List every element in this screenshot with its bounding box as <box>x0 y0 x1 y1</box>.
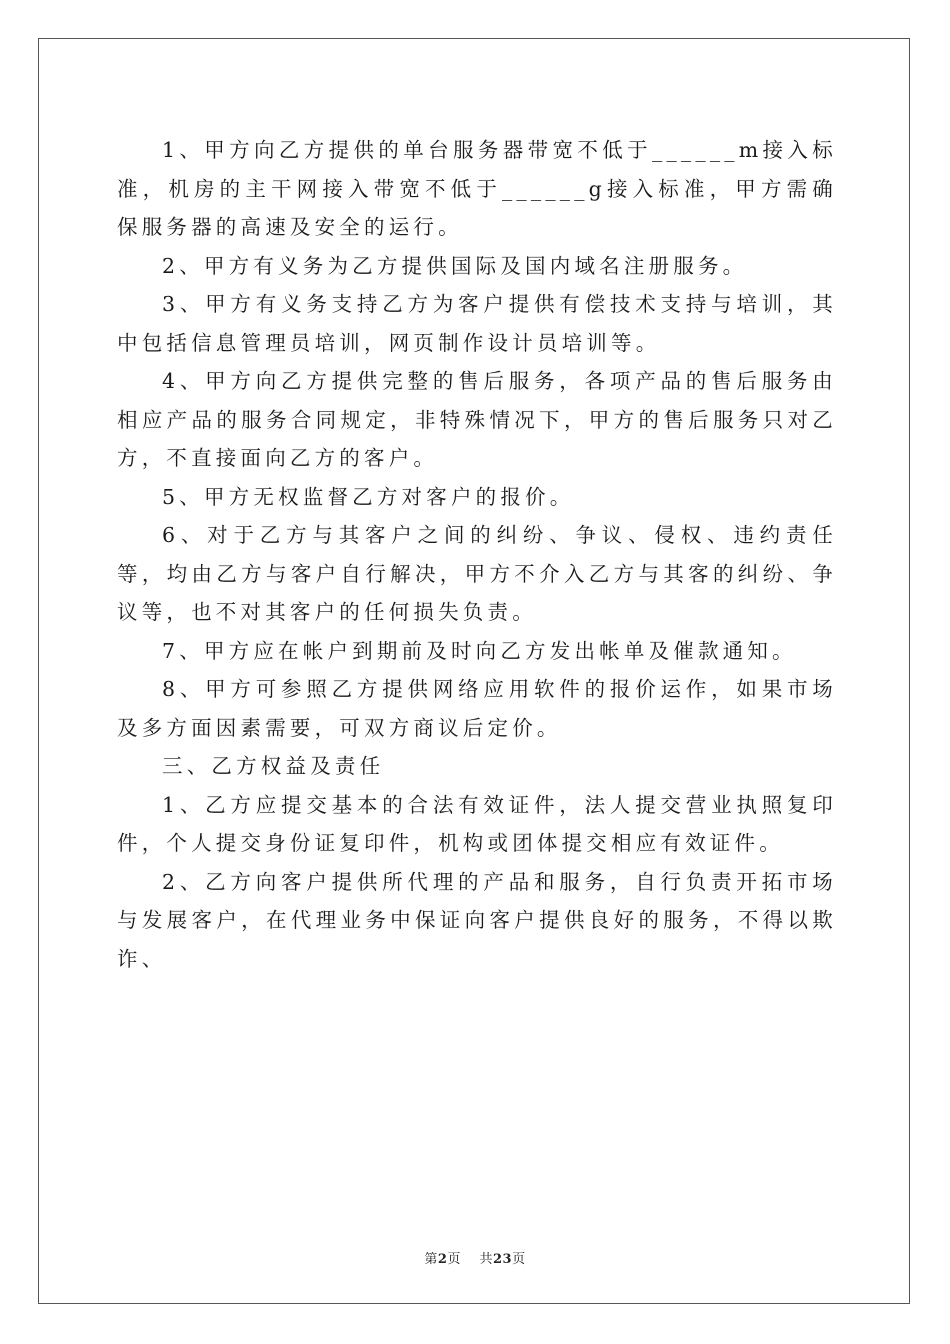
total-suffix: 页 <box>512 1252 526 1267</box>
paragraph-9: 1、乙方应提交基本的合法有效证件，法人提交营业执照复印件，个人提交身份证复印件，机构或团体提交相应有效证件。 <box>117 792 837 855</box>
page-suffix: 页 <box>447 1252 461 1267</box>
paragraph-6: 6、对于乙方与其客户之间的纠纷、争议、侵权、违约责任等，均由乙方与客户自行解决，甲方不介入乙方与其客的纠纷、争议等，也不对其客户的任何损失负责。 <box>117 523 837 624</box>
current-page-number: 2 <box>437 1252 448 1267</box>
paragraph-4: 4、甲方向乙方提供完整的售后服务，各项产品的售后服务由相应产品的服务合同规定，非特殊情况下，甲方的售后服务只对乙方，不直接面向乙方的客户。 <box>117 369 837 470</box>
total-page-count: 23 <box>493 1252 513 1267</box>
paragraph-5: 5、甲方无权监督乙方对客户的报价。 <box>162 484 575 509</box>
page-prefix: 第 <box>424 1252 438 1267</box>
paragraph-2: 2、甲方有义务为乙方提供国际及国内域名注册服务。 <box>162 253 748 278</box>
paragraph-7: 7、甲方应在帐户到期前及时向乙方发出帐单及催款通知。 <box>162 638 797 663</box>
paragraph-8: 8、甲方可参照乙方提供网络应用软件的报价运作，如果市场及多方面因素需要，可双方商议后定价。 <box>117 677 837 740</box>
total-prefix: 共 <box>479 1252 493 1267</box>
document-body <box>117 131 837 978</box>
paragraph-10: 2、乙方向客户提供所代理的产品和服务，自行负责开拓市场与发展客户，在代理业务中保证向客户提供良好的服务，不得以欺诈、 <box>117 869 837 971</box>
paragraph-1: 1、甲方向乙方提供的单台服务器带宽不低于______m接入标准，机房的主干网接入带宽不低于______g接入标准，甲方需确保服务器的高速及安全的运行。 <box>117 138 837 239</box>
paragraph-3: 3、甲方有义务支持乙方为客户提供有偿技术支持与培训，其中包括信息管理员培训，网页制作设计员培训等。 <box>117 292 837 355</box>
section-heading: 三、乙方权益及责任 <box>162 754 385 778</box>
page-footer <box>0 1248 950 1267</box>
